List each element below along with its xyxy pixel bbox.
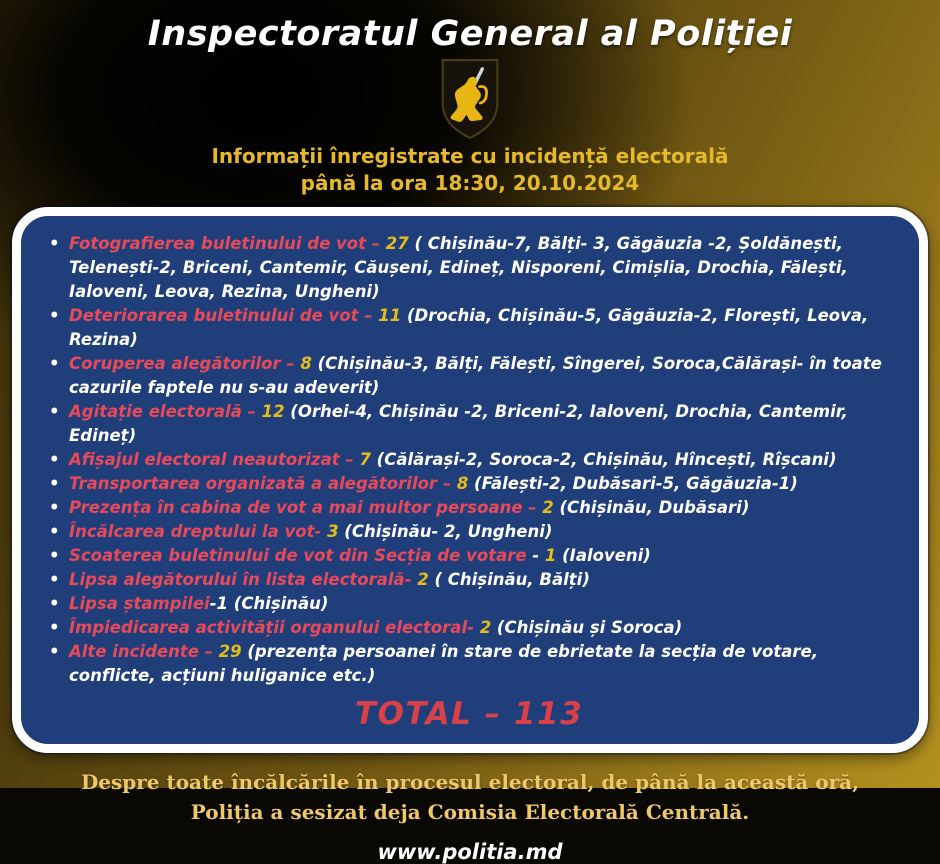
incident-places: (Chișinău și Soroca) (491, 618, 683, 637)
incident-separator: – (280, 354, 301, 373)
incident-count: 7 (359, 450, 371, 469)
incident-count: 27 (385, 234, 409, 253)
incident-count: 2 (542, 498, 554, 517)
incident-separator: - (314, 522, 328, 541)
incident-panel (12, 207, 928, 753)
incident-label: Împiedicarea activității organului electoral (69, 618, 468, 637)
incident-label: Încălcarea dreptului la vot (69, 522, 315, 541)
subtitle (0, 143, 940, 197)
incident-label: Deteriorarea buletinului de vot (69, 306, 359, 325)
incident-label: Fotografierea buletinului de vot (69, 234, 366, 253)
incident-item (43, 496, 895, 520)
incident-count: 3 (327, 522, 339, 541)
incident-count: 12 (261, 402, 285, 421)
incident-item (43, 520, 895, 544)
incident-label: Lipsa ștampilei (69, 594, 210, 613)
incident-count: 1 (216, 594, 229, 613)
incident-places: (Fălești-2, Dubăsari-5, Găgăuzia-1) (468, 474, 798, 493)
incident-item (43, 448, 895, 472)
incident-label: Agitație electorală (69, 402, 242, 421)
subtitle-line1: Informații înregistrate cu incidență electorală (211, 144, 729, 168)
incident-item (43, 616, 895, 640)
incident-separator: – (365, 234, 386, 253)
incident-item (43, 568, 895, 592)
website-link[interactable]: www.politia.md (377, 840, 563, 864)
incident-separator: – (241, 402, 262, 421)
incident-places: (Chișinău, Dubăsari) (553, 498, 750, 517)
incident-places: (Chișinău- 2, Ungheni) (338, 522, 553, 541)
incident-item (43, 544, 895, 568)
incident-places: (Călărași-2, Soroca-2, Chișinău, Hîncești, Rîșcani) (370, 450, 837, 469)
total-label: TOTAL – 113 (354, 696, 584, 732)
incident-count: 8 (456, 474, 469, 493)
logo-container (0, 58, 940, 140)
incident-list (43, 232, 895, 688)
footer-message (0, 767, 940, 827)
incident-separator: - (467, 618, 480, 637)
incident-separator: – (522, 498, 543, 517)
incident-separator: - (526, 546, 545, 565)
subtitle-line2: până la ora 18:30, 20.10.2024 (300, 171, 640, 195)
incident-count: 29 (218, 642, 242, 661)
incident-item (43, 304, 895, 352)
police-shield-lion-icon (437, 58, 503, 140)
incident-count: 11 (378, 306, 402, 325)
incident-count: 8 (300, 354, 312, 373)
incident-places: (Chișinău) (228, 594, 329, 613)
incident-item (43, 640, 895, 688)
incident-label: Scoaterea buletinului de vot din Secția de votare (69, 546, 527, 565)
footer-line1: Despre toate încălcările în procesul electoral, de până la această oră, (80, 770, 860, 794)
incident-places: (Orhei-4, Chișinău -2, Briceni-2, Ialoveni, Drochia, Cantemir, Edineț) (69, 402, 848, 445)
incident-places: (Drochia, Chișinău-5, Găgăuzia-2, Florești, Leova, Rezina) (69, 306, 869, 349)
incident-places: (prezența persoanei în stare de ebrietate la secția de votare, conflicte, acțiuni huliganice etc.) (69, 642, 818, 685)
incident-item (43, 352, 895, 400)
incident-separator: – (198, 642, 219, 661)
incident-separator: – (358, 306, 379, 325)
incident-places: ( Chișinău, Bălți) (428, 570, 590, 589)
incident-label: Transportarea organizată a alegătorilor (69, 474, 438, 493)
incident-places: ( Chișinău-7, Bălți- 3, Găgăuzia -2, Șoldănești, Telenești-2, Briceni, Cantemir, Căușeni, Edineț, Nisporeni, Cimișlia, Drochia, Fălești, Ialoveni, Leova, Rezina, Ungheni) (69, 234, 848, 301)
incident-label: Afișajul electoral neautorizat (69, 450, 340, 469)
incident-count: 2 (479, 618, 492, 637)
incident-label: Prezența în cabina de vot a mai multor persoane (69, 498, 523, 517)
incident-places: (Chișinău-3, Bălți, Fălești, Sîngerei, Soroca,Călărași- în toate cazurile faptele nu s-au adeverit) (69, 354, 882, 397)
page-title: Inspectoratul General al Poliției (147, 14, 793, 54)
incident-label: Alte incidente (69, 642, 199, 661)
incident-item (43, 232, 895, 304)
incident-places: (Ialoveni) (556, 546, 651, 565)
incident-label: Coruperea alegătorilor (69, 354, 281, 373)
incident-separator: - (404, 570, 418, 589)
incident-item (43, 592, 895, 616)
incident-count: 1 (544, 546, 557, 565)
footer-line2: Poliția a sesizat deja Comisia Electorală Centrală. (190, 800, 750, 824)
incident-separator: – (339, 450, 360, 469)
incident-separator: – (437, 474, 457, 493)
incident-separator: - (209, 594, 217, 613)
incident-item (43, 472, 895, 496)
incident-label: Lipsa alegătorului în lista electorală (69, 570, 405, 589)
incident-count: 2 (417, 570, 429, 589)
incident-item (43, 400, 895, 448)
